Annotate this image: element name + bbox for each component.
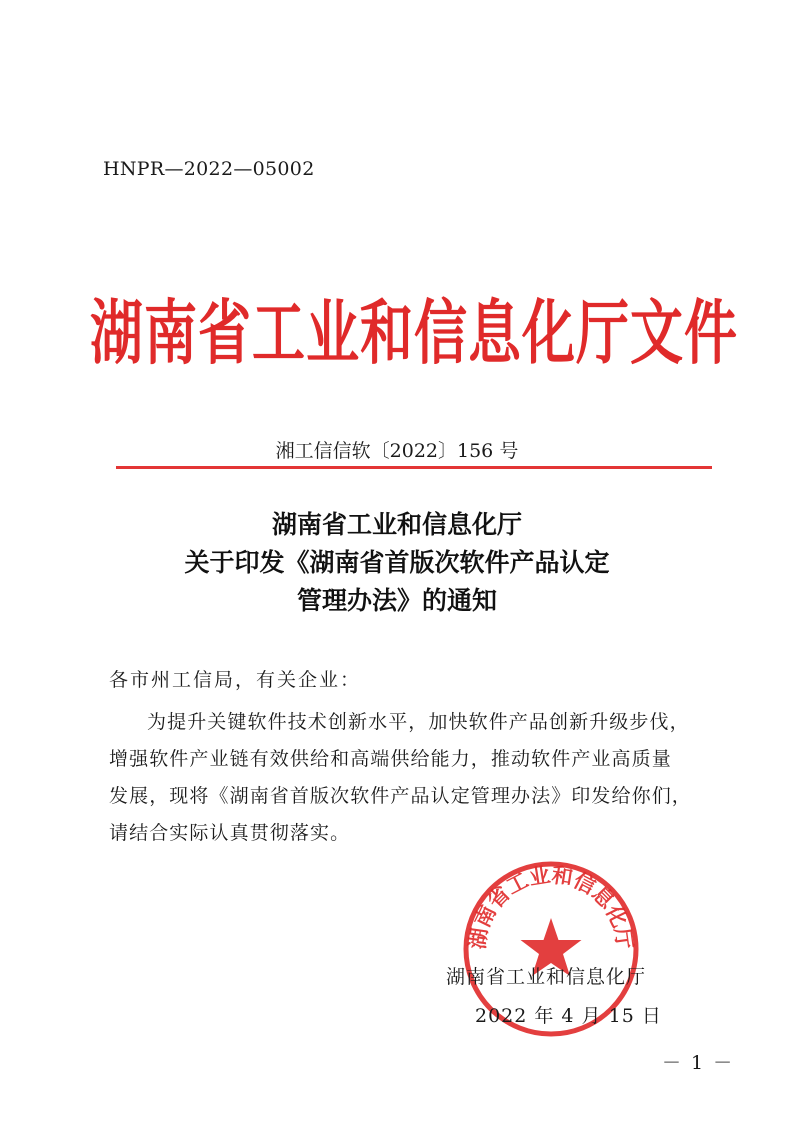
title-line-2: 关于印发《湖南省首版次软件产品认定 — [184, 548, 610, 577]
issuer-signature: 湖南省工业和信息化厅 — [446, 966, 647, 988]
body-line-4: 请结合实际认真贯彻落实。 — [109, 822, 351, 844]
document-number: HNPR—2022—05002 — [103, 158, 315, 180]
notice-title — [0, 506, 794, 620]
body-line-1: 为提升关键软件技术创新水平，加快软件产品创新升级步伐， — [147, 711, 690, 733]
issue-date: 2022 年 4 月 15 日 — [475, 1005, 662, 1027]
body-line-3: 发展，现将《湖南省首版次软件产品认定管理办法》印发给你们， — [109, 785, 692, 807]
title-line-1: 湖南省工业和信息化厅 — [271, 510, 522, 539]
body-paragraph — [109, 704, 725, 852]
issue-number: 湘工信信软〔2022〕156 号 — [275, 440, 519, 462]
page-number: － 1 － — [662, 1052, 735, 1074]
red-divider-rule — [116, 466, 712, 469]
salutation: 各市州工信局，有关企业： — [109, 669, 362, 691]
svg-text:湖南省工业和信息化厅: 湖南省工业和信息化厅 — [465, 862, 637, 951]
masthead-title: 湖南省工业和信息化厅文件 — [90, 293, 738, 375]
body-line-2: 增强软件产业链有效供给和高端供给能力，推动软件产业高质量 — [109, 748, 672, 770]
title-line-3: 管理办法》的通知 — [296, 586, 497, 615]
